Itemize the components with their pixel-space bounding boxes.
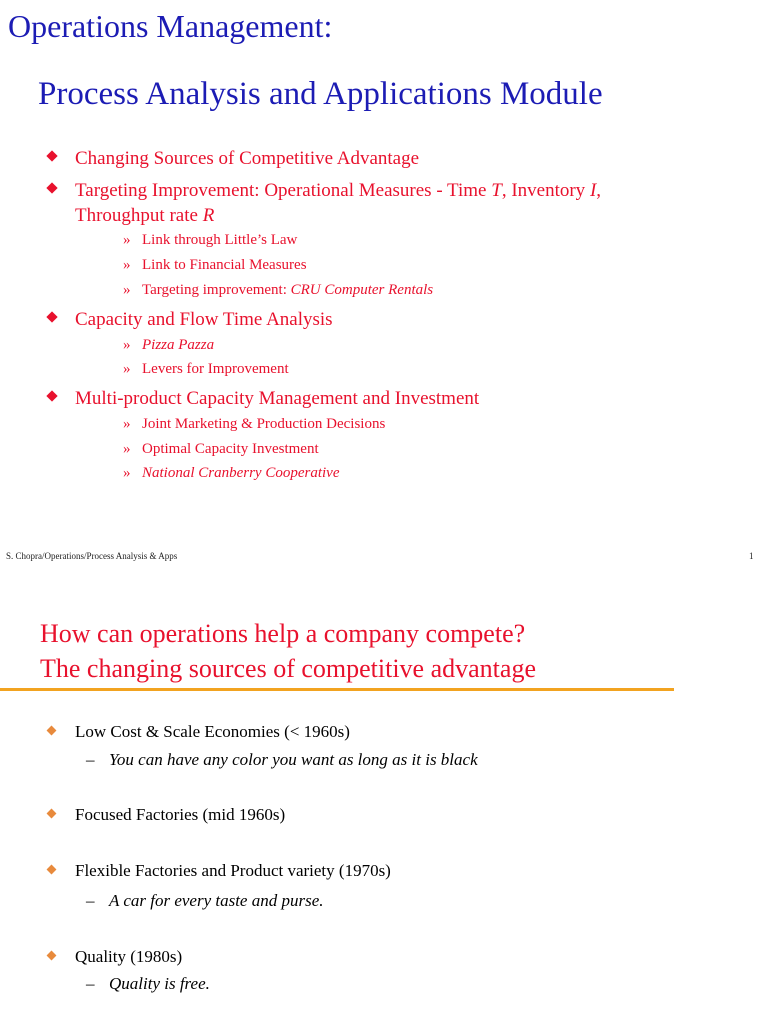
page-number: 1 <box>749 551 754 561</box>
case-name: National Cranberry Cooperative <box>142 465 340 481</box>
sub-text: Optimal Capacity Investment <box>142 441 319 457</box>
text-span: Throughput rate <box>75 205 203 226</box>
sub-text: Joint Marketing & Production Decisions <box>142 416 386 432</box>
title-underline <box>0 688 674 691</box>
dash-marker: – <box>86 974 95 993</box>
text-span: , Inventory <box>501 180 590 201</box>
bullet-text-line-2 <box>75 203 214 228</box>
slide-title: Operations Management: <box>8 8 333 44</box>
sub-text: Levers for Improvement <box>142 361 289 377</box>
sub-marker: » <box>123 441 131 457</box>
text-span: Targeting Improvement: Operational Measures - Time <box>75 180 492 201</box>
case-name: CRU Computer Rentals <box>290 282 434 298</box>
diamond-bullet-icon <box>46 311 57 322</box>
diamond-bullet-icon <box>46 182 57 193</box>
diamond-bullet-icon <box>47 951 57 961</box>
slide-subtitle: Process Analysis and Applications Module <box>38 76 603 112</box>
bullet-text: Changing Sources of Competitive Advantage <box>75 148 420 169</box>
diamond-bullet-icon <box>47 809 57 819</box>
variable-i: I <box>589 180 597 201</box>
sub-marker: » <box>123 416 131 432</box>
slide-2 <box>0 575 768 1024</box>
quote-text: A car for every taste and purse. <box>109 891 324 910</box>
sub-marker: » <box>123 282 131 298</box>
quote-text: You can have any color you want as long as it is black <box>109 750 478 769</box>
bullet-text: Multi-product Capacity Management and Investment <box>75 388 480 409</box>
list-item-text: Focused Factories (mid 1960s) <box>75 805 286 824</box>
text-span: Targeting improvement: <box>142 282 291 298</box>
list-item-text: Flexible Factories and Product variety (1970s) <box>75 861 391 880</box>
sub-marker: » <box>123 465 131 481</box>
slide-title-line-2: The changing sources of competitive advantage <box>40 654 536 683</box>
diamond-bullet-icon <box>47 865 57 875</box>
variable-r: R <box>202 205 215 226</box>
dash-marker: – <box>86 750 95 769</box>
sub-marker: » <box>123 232 131 248</box>
sub-text <box>142 282 433 299</box>
sub-marker: » <box>123 361 131 377</box>
sub-text: Link to Financial Measures <box>142 257 307 273</box>
variable-t: T <box>491 180 502 201</box>
list-item-text: Low Cost & Scale Economies (< 1960s) <box>75 722 350 741</box>
bullet-text: Capacity and Flow Time Analysis <box>75 309 333 330</box>
bullet-text-line-1 <box>75 178 601 203</box>
slide-footer: S. Chopra/Operations/Process Analysis & Apps <box>6 551 178 561</box>
case-name: Pizza Pazza <box>142 337 215 353</box>
diamond-bullet-icon <box>46 390 57 401</box>
sub-text: Link through Little’s Law <box>142 232 298 248</box>
list-item-text: Quality (1980s) <box>75 947 183 966</box>
dash-marker: – <box>86 891 95 910</box>
slide-title-line-1: How can operations help a company compete? <box>40 619 526 648</box>
sub-marker: » <box>123 257 131 273</box>
diamond-bullet-icon <box>47 726 57 736</box>
quote-text: Quality is free. <box>109 974 210 993</box>
text-span: , <box>596 180 602 201</box>
diamond-bullet-icon <box>46 150 57 161</box>
sub-marker: » <box>123 337 131 353</box>
